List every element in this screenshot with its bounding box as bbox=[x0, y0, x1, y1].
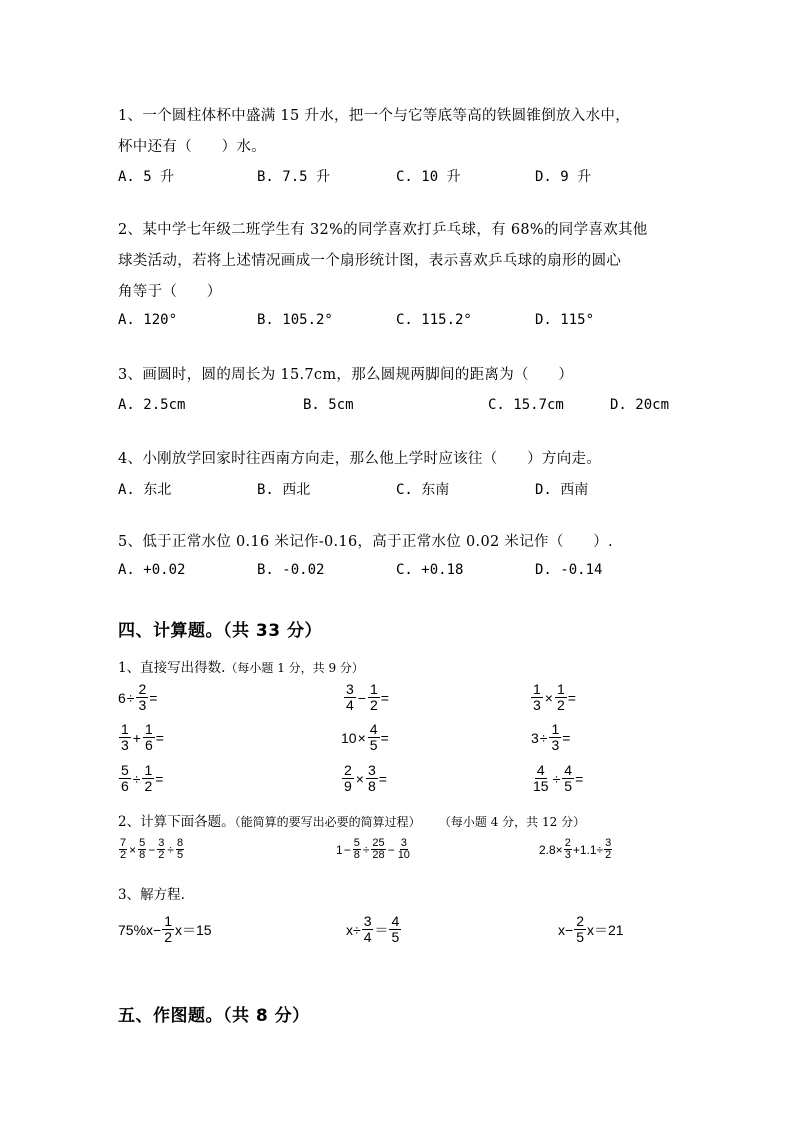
num: 1 bbox=[336, 842, 343, 857]
q2-option-d: D. 115° bbox=[535, 312, 595, 328]
fraction: $\frac{1}{3}$ bbox=[533, 681, 541, 713]
fraction: $\frac{1}{2}$ bbox=[556, 681, 565, 713]
q1-line1: 1、一个圆柱体杯中盛满 15 升水，把一个与它等底等高的铁圆锥倒放入水中， bbox=[118, 108, 630, 124]
calc-4 bbox=[118, 722, 164, 753]
s2-label bbox=[118, 810, 585, 830]
op: ÷ bbox=[552, 770, 561, 787]
equation-3 bbox=[558, 914, 624, 945]
op: = bbox=[378, 770, 387, 787]
q2-line1: 2、某中学七年级二班学生有 32%的同学喜欢打乒乓球，有 68%的同学喜欢其他 bbox=[118, 222, 648, 238]
op: − bbox=[343, 842, 351, 857]
compute-2 bbox=[336, 838, 412, 861]
fraction: $\frac{1}{2}$ bbox=[369, 681, 378, 713]
calc-8 bbox=[341, 763, 387, 794]
fraction: $\frac{2}{9}$ bbox=[344, 762, 352, 794]
fraction: $\frac{1}{2}$ bbox=[144, 762, 153, 794]
fraction: $\frac{1}{3}$ bbox=[551, 721, 560, 753]
calc-1 bbox=[118, 682, 157, 713]
num: 3 bbox=[531, 729, 539, 746]
op: ÷ bbox=[132, 770, 141, 787]
fraction: $\frac{3}{8}$ bbox=[367, 762, 376, 794]
fraction: 1 3 bbox=[121, 721, 129, 753]
fraction: $\frac{4}{5}$ bbox=[564, 762, 573, 794]
compute-3 bbox=[539, 838, 613, 861]
fraction: $\frac{2}{3}$ bbox=[138, 681, 147, 713]
op: = bbox=[380, 729, 389, 746]
op: ÷ bbox=[167, 842, 174, 857]
q1-line2: 杯中还有（ ）水。 bbox=[118, 139, 266, 155]
calc-9 bbox=[530, 763, 583, 794]
q2-option-b: B. 105.2° bbox=[257, 312, 333, 328]
fraction: $\frac{1}{6}$ bbox=[144, 721, 153, 753]
q1-option-d: D. 9 升 bbox=[535, 169, 592, 185]
equation-2 bbox=[346, 914, 402, 945]
s1-title: 1、直接写出得数. bbox=[118, 660, 226, 676]
fraction: $\frac{3}{2}$ bbox=[605, 837, 612, 861]
q2-line2: 球类活动，若将上述情况画成一个扇形统计图，表示喜欢乒乓球的扇形的圆心 bbox=[118, 253, 622, 269]
op: = bbox=[149, 689, 158, 706]
op: = bbox=[380, 689, 389, 706]
num: 6 bbox=[118, 689, 126, 706]
q3-option-a: A. 2.5cm bbox=[118, 397, 186, 413]
s1-note: （每小题 1 分，共 9 分） bbox=[225, 661, 364, 675]
q2-option-c: C. 115.2° bbox=[396, 312, 472, 328]
fraction: $\frac{7}{2}$ bbox=[120, 837, 127, 861]
op: − bbox=[148, 842, 156, 857]
q5-line1: 5、低于正常水位 0.16 米记作-0.16，高于正常水位 0.02 米记作（ ）. bbox=[118, 534, 613, 550]
q1-option-c: C. 10 升 bbox=[396, 169, 461, 185]
op: = bbox=[567, 689, 576, 706]
q4-line1: 4、小刚放学回家时往西南方向走，那么他上学时应该往（ ）方向走。 bbox=[118, 451, 602, 467]
q4-option-c: C. 东南 bbox=[396, 482, 450, 498]
q2-option-a: A. 120° bbox=[118, 312, 178, 328]
op: = bbox=[155, 770, 164, 787]
q5-option-d: D. -0.14 bbox=[535, 562, 603, 578]
op: − bbox=[357, 689, 366, 706]
fraction: $\frac{25}{28}$ bbox=[372, 837, 385, 861]
q3-option-c: C. 15.7cm bbox=[488, 397, 564, 413]
q1-option-b: B. 7.5 升 bbox=[257, 169, 331, 185]
expr: x＝21 bbox=[586, 921, 624, 938]
op: × bbox=[544, 689, 553, 706]
q4-option-d: D. 西南 bbox=[535, 482, 589, 498]
op: ÷ bbox=[362, 842, 370, 857]
fraction: $\frac{1}{2}$ bbox=[164, 913, 172, 945]
s3-label: 3、解方程. bbox=[118, 887, 185, 903]
q4-option-a: A. 东北 bbox=[118, 482, 172, 498]
op: = bbox=[155, 729, 164, 746]
fraction: $\frac{5}{8}$ bbox=[353, 837, 360, 861]
fraction: $\frac{4}{15}$ bbox=[533, 762, 549, 794]
s2-note2: （每小题 4 分，共 12 分） bbox=[438, 815, 586, 829]
expr: x＝15 bbox=[175, 921, 212, 938]
section4-title: 四、计算题。（共 33 分） bbox=[118, 621, 322, 641]
q3-line1: 3、画圆时，圆的周长为 15.7cm，那么圆规两脚间的距离为（ ） bbox=[118, 367, 574, 383]
op: − bbox=[387, 842, 395, 857]
fraction: 3 4 bbox=[346, 681, 354, 713]
calc-2 bbox=[343, 682, 389, 713]
op: ÷ bbox=[126, 689, 135, 706]
num: 10 bbox=[341, 729, 357, 746]
fraction: $\frac{2}{3}$ bbox=[564, 837, 571, 861]
fraction: $\frac{8}{5}$ bbox=[177, 837, 184, 861]
op: +1.1÷ bbox=[572, 842, 604, 857]
s2-note: （能简算的要写出必要的简算过程） bbox=[234, 815, 421, 829]
op: = bbox=[562, 729, 571, 746]
fraction: $\frac{5}{6}$ bbox=[121, 762, 129, 794]
fraction: $\frac{4}{5}$ bbox=[369, 721, 378, 753]
q4-option-b: B. 西北 bbox=[257, 482, 311, 498]
q1-option-a: A. 5 升 bbox=[118, 169, 175, 185]
op: + bbox=[132, 729, 141, 746]
calc-7 bbox=[118, 763, 163, 794]
fraction: $\frac{3}{10}$ bbox=[397, 837, 410, 861]
s2-title: 2、计算下面各题。 bbox=[118, 814, 235, 830]
op: × bbox=[129, 842, 137, 857]
op: × bbox=[355, 770, 364, 787]
q2-line3: 角等于（ ） bbox=[118, 284, 222, 300]
q3-option-d: D. 20cm bbox=[610, 397, 670, 413]
expr: x− bbox=[558, 921, 574, 938]
num: 2.8× bbox=[539, 842, 563, 857]
op: × bbox=[357, 729, 366, 746]
s1-label bbox=[118, 656, 364, 676]
op: ÷ bbox=[539, 729, 548, 746]
q5-option-b: B. -0.02 bbox=[257, 562, 325, 578]
expr: ＝ bbox=[374, 921, 389, 938]
fraction: $\frac{2}{5}$ bbox=[576, 913, 584, 945]
q5-option-c: C. +0.18 bbox=[396, 562, 464, 578]
equation-1 bbox=[118, 914, 212, 945]
calc-5 bbox=[341, 722, 389, 753]
fraction: $\frac{3}{4}$ bbox=[363, 913, 372, 945]
op: = bbox=[575, 770, 584, 787]
calc-3 bbox=[530, 682, 576, 713]
calc-6 bbox=[531, 722, 570, 753]
q3-option-b: B. 5cm bbox=[303, 397, 354, 413]
section5-title: 五、作图题。（共 8 分） bbox=[118, 1006, 310, 1026]
fraction: $\frac{5}{8}$ bbox=[139, 837, 146, 861]
fraction: $\frac{3}{2}$ bbox=[158, 837, 165, 861]
expr: 75%x− bbox=[118, 921, 162, 938]
q5-option-a: A. +0.02 bbox=[118, 562, 186, 578]
fraction: 4 5 bbox=[391, 913, 400, 945]
compute-1 bbox=[118, 838, 185, 861]
expr: x÷ bbox=[346, 921, 361, 938]
